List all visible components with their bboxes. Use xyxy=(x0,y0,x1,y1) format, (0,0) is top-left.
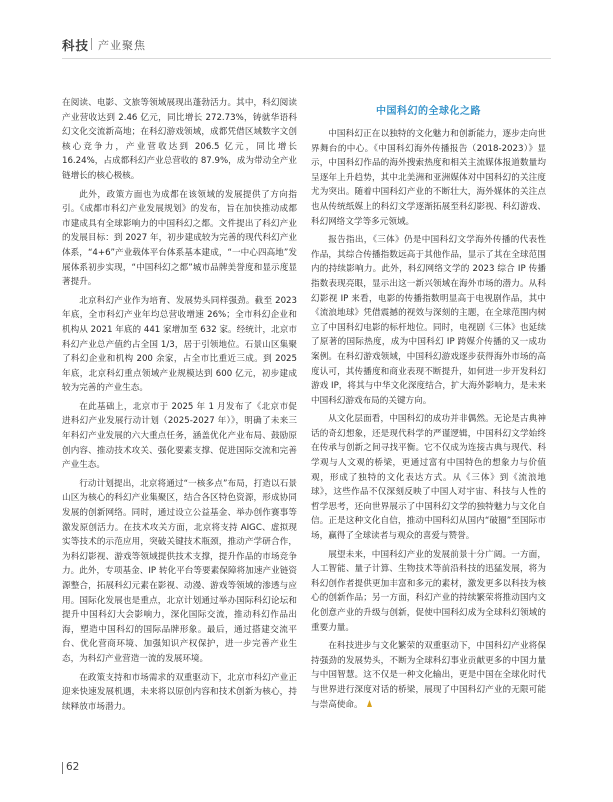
body-paragraph-final xyxy=(311,639,546,712)
body-paragraph: 此外，政策方面也为成都在该领域的发展提供了方向指引。《成都市科幻产业发展规划》的发布，旨在加快推动成都市建成具有全球影响力的中国科幻之都。文件提出了科幻产业的发展目标：到 2027 年，初步建成较为完善的现代科幻产业体系，“4+6”产业载体平台体系基本建成，“一中心四高地”发展体系初步实现，“中国科幻之都”城市品牌美誉度和显示度显著提升。 xyxy=(62,189,297,288)
body-paragraph: 展望未来，中国科幻产业的发展前景十分广阔。一方面，人工智能、量子计算、生物技术等前沿科技的迅猛发展，将为科幻创作者提供更加丰富和多元的素材，激发更多以科技为核心的创新作品；另一方面，科幻产业的持续繁荣将推动国内文化创意产业的升级与创新，促使中国科幻成为全球科幻领域的重要力量。 xyxy=(311,549,546,633)
section-title: 中国科幻的全球化之路 xyxy=(376,106,481,117)
body-paragraph: 在阅读、电影、文旅等领域展现出蓬勃活力。其中，科幻阅读产业营收达到 2.46 亿元，同比增长 272.73%，铸就华语科幻文化交流新高地；在科幻游戏领域，成都凭借区域数字文创核心竞争力，产业营收达到 206.5 亿元，同比增长 16.24%，占成都科幻产业总营收的 87.9%，成为带动全产业链增长的核心极核。 xyxy=(62,98,297,181)
final-paragraph-text: 在科技进步与文化繁荣的双重驱动下，中国科幻产业将保持强劲的发展势头，不断为全球科幻事业贡献更多的中国力量与中国智慧。这不仅是一种文化输出，更是中国在全球化时代与世界进行深度对话的桥梁，展现了中国科幻产业的无限可能与崇高使命。 xyxy=(311,641,546,710)
body-paragraph: 从文化层面看，中国科幻的成功并非偶然。无论是古典神话的奇幻想象，还是现代科学的严谨逻辑，中国科幻文学始终在传承与创新之间寻找平衡。它不仅成为连接古典与现代、科学观与人文观的桥梁，更通过富有中国特色的想象力与价值观，形成了独特的文化表达方式。从《三体》到《流浪地球》，这些作品不仅深刻反映了中国人对宇宙、科技与人性的哲学思考，还向世界展示了中国科幻文学的独特魅力与文化自信。正是这种文化自信，推动中国科幻从国内“破圈”至国际市场，赢得了全球读者与观众的喜爱与赞誉。 xyxy=(311,414,546,542)
right-column xyxy=(311,127,546,716)
body-paragraph: 行动计划提出，北京将通过“一核多点”布局，打造以石景山区为核心的科幻产业集聚区，结合各区特色资源，形成协同发展的创新网络。同时，通过设立公益基金、举办创作赛事等激发原创活力。在技术攻关方面，北京将支持 AIGC、虚拟现实等技术的示范应用，突破关键技术瓶颈，推动产学研合作，为科幻影视、游戏等领域提供技术支撑，提升作品的市场竞争力。此外，专项基金、IP 转化平台等要素保障将加速产业链资源整合，拓展科幻元素在影视、动漫、游戏等领域的渗透与应用。国际化发展也是重点，北京计划通过举办国际科幻论坛和提升中国科幻大会影响力，深化国际交流，推动科幻作品出海，塑造中国科幻的国际品牌形象。最后，通过搭建交流平台、优化营商环境、加强知识产权保护，进一步完善产业生态，为科幻产业营造一流的发展环境。 xyxy=(62,478,297,664)
body-paragraph: 北京科幻产业作为培育、发展势头同样强劲。截至 2023 年底，全市科幻产业年均总营收增速 26%；全市科幻企业和机构从 2021 年底的 441 家增加至 632 家。经统计，北京市科幻产业总产值约占全国 1/3，居于引领地位。石景山区集聚了科幻企业和机构 200 余家，占全市比重近三成。到 2025 年底，北京科幻重点领域产业规模达到 600 亿元，初步建成较为完善的产业生态。 xyxy=(62,295,297,394)
page-header xyxy=(0,0,613,64)
left-column xyxy=(62,96,297,718)
folio-divider xyxy=(62,762,63,774)
header-divider xyxy=(91,38,92,50)
header-rule xyxy=(62,58,551,59)
page-number: 62 xyxy=(66,761,80,773)
section-label: 科技 xyxy=(62,38,90,53)
body-paragraph: 报告指出，《三体》仍是中国科幻文学海外传播的代表性作品，其综合传播指数远高于其他作品，显示了其在全球范围内的持续影响力。此外，科幻网络文学的 2023 综合 IP 传播指数表现亮眼，显示出这一新兴领域在海外市场的潜力。从科幻影视 IP 来看，电影的传播指数明显高于电视剧作品，其中《流浪地球》凭借震撼的视效与深刻的主题，在全球范围内树立了中国科幻电影的标杆地位。同时，电视剧《三体》也延续了原著的国际热度，成为中国科幻 IP 跨媒介传播的又一成功案例。在科幻游戏领域，中国科幻游戏逐步获得海外市场的高度认可，其传播度和商业表现不断提升，如何进一步开发科幻游戏 IP，将其与中华文化深度结合，扩大海外影响力，是未来中国科幻游戏布局的关键方向。 xyxy=(311,235,546,406)
subsection-label: 产业聚焦 xyxy=(98,39,146,52)
body-paragraph: 在政策支持和市场需求的双重驱动下，北京市科幻产业正迎来快速发展机遇，未来将以原创内容和技术创新为核心，持续释放市场潜力。 xyxy=(62,672,297,712)
body-paragraph: 在此基础上，北京市于 2025 年 1 月发布了《北京市促进科幻产业发展行动计划（2025-2027 年）》，明确了未来三年科幻产业发展的六大重点任务，涵盖优化产业布局、鼓励原创内容、推动技术攻关、强化要素支撑、促进国际交流和完善产业生态。 xyxy=(62,401,297,471)
end-mark-icon xyxy=(366,699,373,708)
body-paragraph: 中国科幻正在以独特的文化魅力和创新能力，逐步走向世界舞台的中心。《中国科幻海外传播报告（2018-2023）》显示，中国科幻作品的海外搜索热度和相关主流媒体报道数量均呈逐年上升趋势，其中北美洲和亚洲媒体对中国科幻的关注度尤为突出。随着中国科幻产业的不断壮大，海外媒体的关注点也从传统纸媒上的科幻文学逐渐拓展至科幻影视、科幻游戏、科幻网络文学等多元领域。 xyxy=(311,129,546,227)
